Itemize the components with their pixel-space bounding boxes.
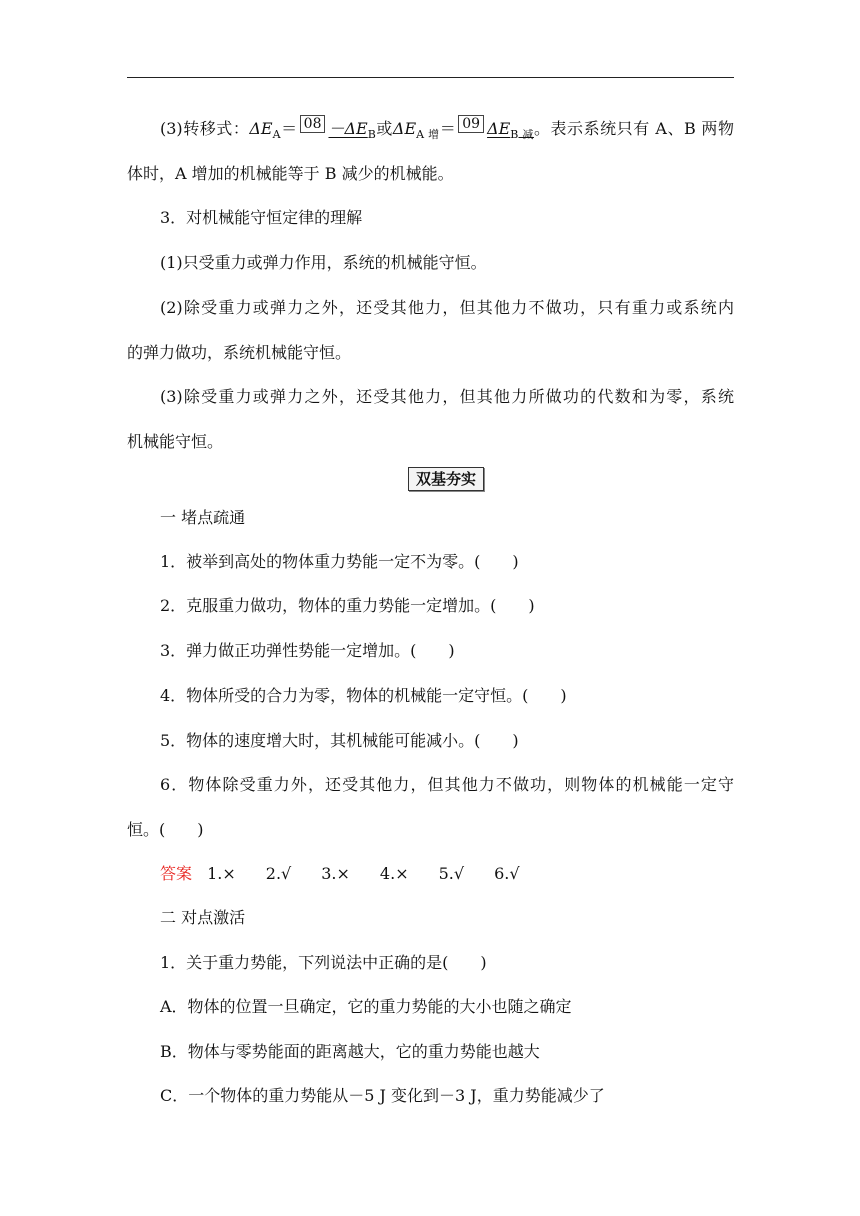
- list-item-6-line2: 恒。( ): [127, 820, 204, 839]
- equals-2: ＝: [439, 119, 457, 138]
- list-item: 2．克服重力做功，物体的重力势能一定增加。( ): [160, 596, 535, 615]
- list-item: 1．被举到高处的物体重力势能一定不为零。( ): [160, 552, 519, 571]
- minus-delta-e-b: [328, 119, 376, 142]
- answer-label: 答案: [160, 864, 193, 883]
- blank-slot-09: 09: [458, 115, 484, 133]
- answer-item: 1.×: [207, 864, 236, 883]
- answer-item: 5.√: [438, 864, 465, 883]
- list-item: 5．物体的速度增大时，其机械能可能减小。( ): [160, 731, 519, 750]
- section3-p3-line2: 机械能守恒。: [127, 432, 224, 451]
- answer-item: 4.×: [379, 864, 409, 883]
- answer-item: 6.√: [494, 864, 520, 883]
- conversion-label: (3)转移式：: [160, 119, 250, 138]
- blank-slot-08: 08: [300, 115, 326, 133]
- equals-1: ＝: [280, 119, 298, 138]
- delta-e-a: ΔE: [249, 119, 273, 138]
- section3-heading: 3．对机械能守恒定律的理解: [160, 208, 363, 227]
- part1-heading: 一 堵点疏通: [160, 508, 246, 527]
- list-item: 4．物体所受的合力为零，物体的机械能一定守恒。( ): [160, 686, 567, 705]
- delta-e-b-decrease-text: ΔE: [487, 119, 511, 138]
- or-word: 或: [375, 119, 393, 138]
- option-b: B．物体与零势能面的距离越大，它的重力势能也越大: [160, 1042, 540, 1061]
- list-item-6-line1: 6．物体除受重力外，还受其他力，但其他力不做功，则物体的机械能一定守: [160, 775, 734, 794]
- section3-p2-line2: 的弹力做功，系统机械能守恒。: [127, 343, 352, 362]
- option-c: C．一个物体的重力势能从－5 J 变化到－3 J，重力势能减少了: [160, 1086, 605, 1105]
- delta-e-a-increase: ΔE: [392, 119, 417, 138]
- delta-e-b-decrease-sub: B 减: [510, 128, 534, 142]
- list-item: 3．弹力做正功弹性势能一定增加。( ): [160, 641, 455, 660]
- conversion-tail: 。表示系统只有 A、B 两物: [533, 119, 734, 138]
- section3-p2-line1: (2)除受重力或弹力之外，还受其他力，但其他力不做功，只有重力或系统内: [160, 298, 734, 317]
- minus-delta-e-b-text: －ΔE: [328, 119, 368, 138]
- answer-line: [127, 862, 734, 886]
- delta-e-a-sub: A: [272, 128, 281, 142]
- option-a: A．物体的位置一旦确定，它的重力势能的大小也随之确定: [160, 997, 572, 1016]
- minus-delta-e-b-sub: B: [367, 128, 376, 142]
- section3-p1: (1)只受重力或弹力作用，系统的机械能守恒。: [160, 253, 487, 272]
- section3-p3-line1: (3)除受重力或弹力之外，还受其他力，但其他力所做功的代数和为零，系统: [160, 387, 734, 406]
- answer-item: 2.√: [265, 864, 292, 883]
- answer-item: 3.×: [321, 864, 350, 883]
- header-rule: [127, 77, 734, 78]
- delta-e-b-decrease: [487, 119, 534, 142]
- section-banner: 双基夯实: [408, 467, 484, 491]
- conversion-formula-line: [127, 117, 734, 141]
- conversion-line-2: 体时，A 增加的机械能等于 B 减少的机械能。: [127, 164, 454, 183]
- question-stem: 1．关于重力势能，下列说法中正确的是( ): [160, 953, 487, 972]
- part2-heading: 二 对点激活: [160, 908, 246, 927]
- delta-e-a-increase-sub: A 增: [416, 128, 440, 142]
